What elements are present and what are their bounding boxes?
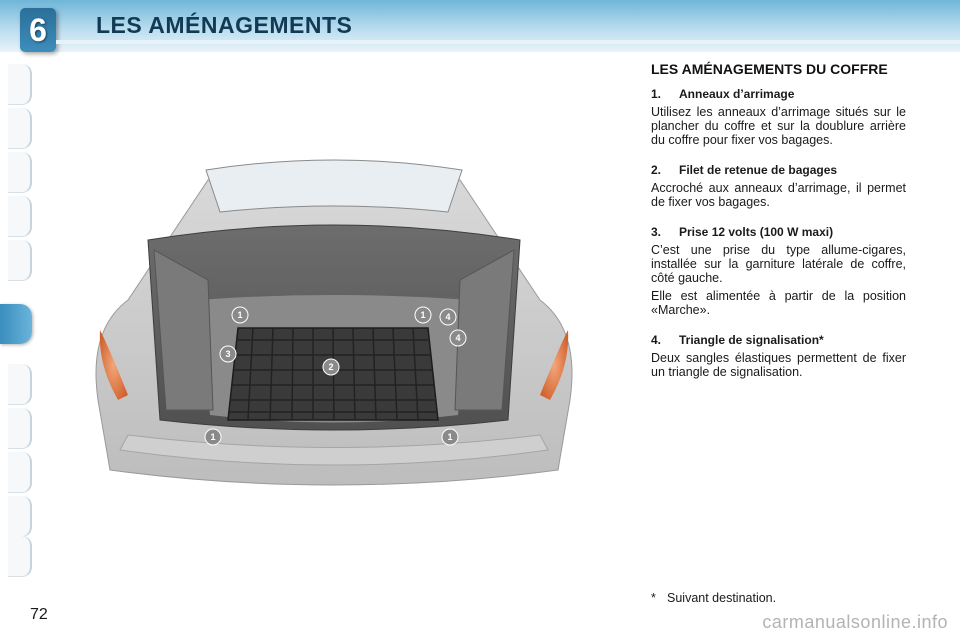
chapter-header	[0, 0, 960, 52]
callout-1d	[442, 429, 458, 445]
item-paragraph: Utilisez les anneaux d’arrimage situés sur le plancher du coffre et sur la doublure arrière du coffre pour fixer vos bagages.	[651, 105, 906, 147]
callout-4a	[440, 309, 456, 325]
chapter-tab-2[interactable]	[8, 108, 32, 149]
chapter-tab-1[interactable]	[8, 64, 32, 105]
section-title: LES AMÉNAGEMENTS DU COFFRE	[651, 61, 888, 77]
chapter-tab-5[interactable]	[8, 240, 32, 281]
chapter-tab-7[interactable]	[8, 364, 32, 405]
item-heading-text: Filet de retenue de bagages	[679, 163, 838, 177]
svg-text:4: 4	[455, 333, 461, 343]
chapter-title: LES AMÉNAGEMENTS	[96, 12, 353, 38]
item-block-1	[651, 87, 906, 147]
callout-1c	[205, 429, 221, 445]
callout-1b	[415, 307, 431, 323]
content-column	[651, 62, 906, 395]
item-paragraph: Elle est alimentée à partir de la position «Marche».	[651, 289, 906, 317]
item-heading-text: Prise 12 volts (100 W maxi)	[679, 225, 834, 239]
callout-3	[220, 346, 236, 362]
rear-window	[206, 160, 462, 212]
item-heading-text: Anneaux d’arrimage	[679, 87, 795, 101]
svg-text:4: 4	[445, 312, 451, 322]
watermark: carmanualsonline.info	[762, 612, 948, 632]
svg-text:1: 1	[210, 432, 216, 442]
chapter-number: 6	[29, 11, 47, 48]
chapter-tab-9[interactable]	[8, 452, 32, 493]
item-number: 2.	[651, 163, 662, 177]
chapter-tab-3[interactable]	[8, 152, 32, 193]
callout-2	[323, 359, 339, 375]
item-heading	[651, 225, 906, 239]
item-paragraph: Accroché aux anneaux d’arrimage, il permet de fixer vos bagages.	[651, 181, 906, 209]
item-paragraph: Deux sangles élastiques permettent de fixer un triangle de signalisation.	[651, 351, 906, 379]
svg-text:1: 1	[447, 432, 453, 442]
chapter-tab-10[interactable]	[8, 496, 32, 537]
item-heading-text: Triangle de signalisation*	[679, 333, 824, 347]
svg-text:1: 1	[420, 310, 426, 320]
item-number: 1.	[651, 87, 662, 101]
callout-1a	[232, 307, 248, 323]
chapter-tab-6-active[interactable]	[0, 304, 32, 344]
svg-text:3: 3	[225, 349, 231, 359]
chapter-tab-rail	[0, 64, 36, 576]
item-heading	[651, 163, 906, 177]
svg-text:2: 2	[328, 362, 334, 372]
item-number: 3.	[651, 225, 662, 239]
item-paragraph: C’est une prise du type allume-cigares, installée sur la garniture latérale de coffre, côté gauche.	[651, 243, 906, 285]
page-number: 72	[30, 606, 48, 623]
item-number: 4.	[651, 333, 662, 347]
svg-text:1: 1	[237, 310, 243, 320]
chapter-tab-4[interactable]	[8, 196, 32, 237]
item-heading	[651, 333, 906, 347]
footnote	[651, 591, 776, 605]
chapter-badge	[20, 8, 56, 52]
item-heading	[651, 87, 906, 101]
footnote-text: Suivant destination.	[667, 591, 777, 605]
item-block-2	[651, 163, 906, 209]
chapter-tab-11[interactable]	[8, 536, 32, 577]
chapter-tab-8[interactable]	[8, 408, 32, 449]
item-block-3	[651, 225, 906, 317]
footnote-marker: *	[651, 591, 656, 605]
item-block-4	[651, 333, 906, 379]
callout-4b	[450, 330, 466, 346]
car-trunk-illustration	[88, 150, 580, 510]
